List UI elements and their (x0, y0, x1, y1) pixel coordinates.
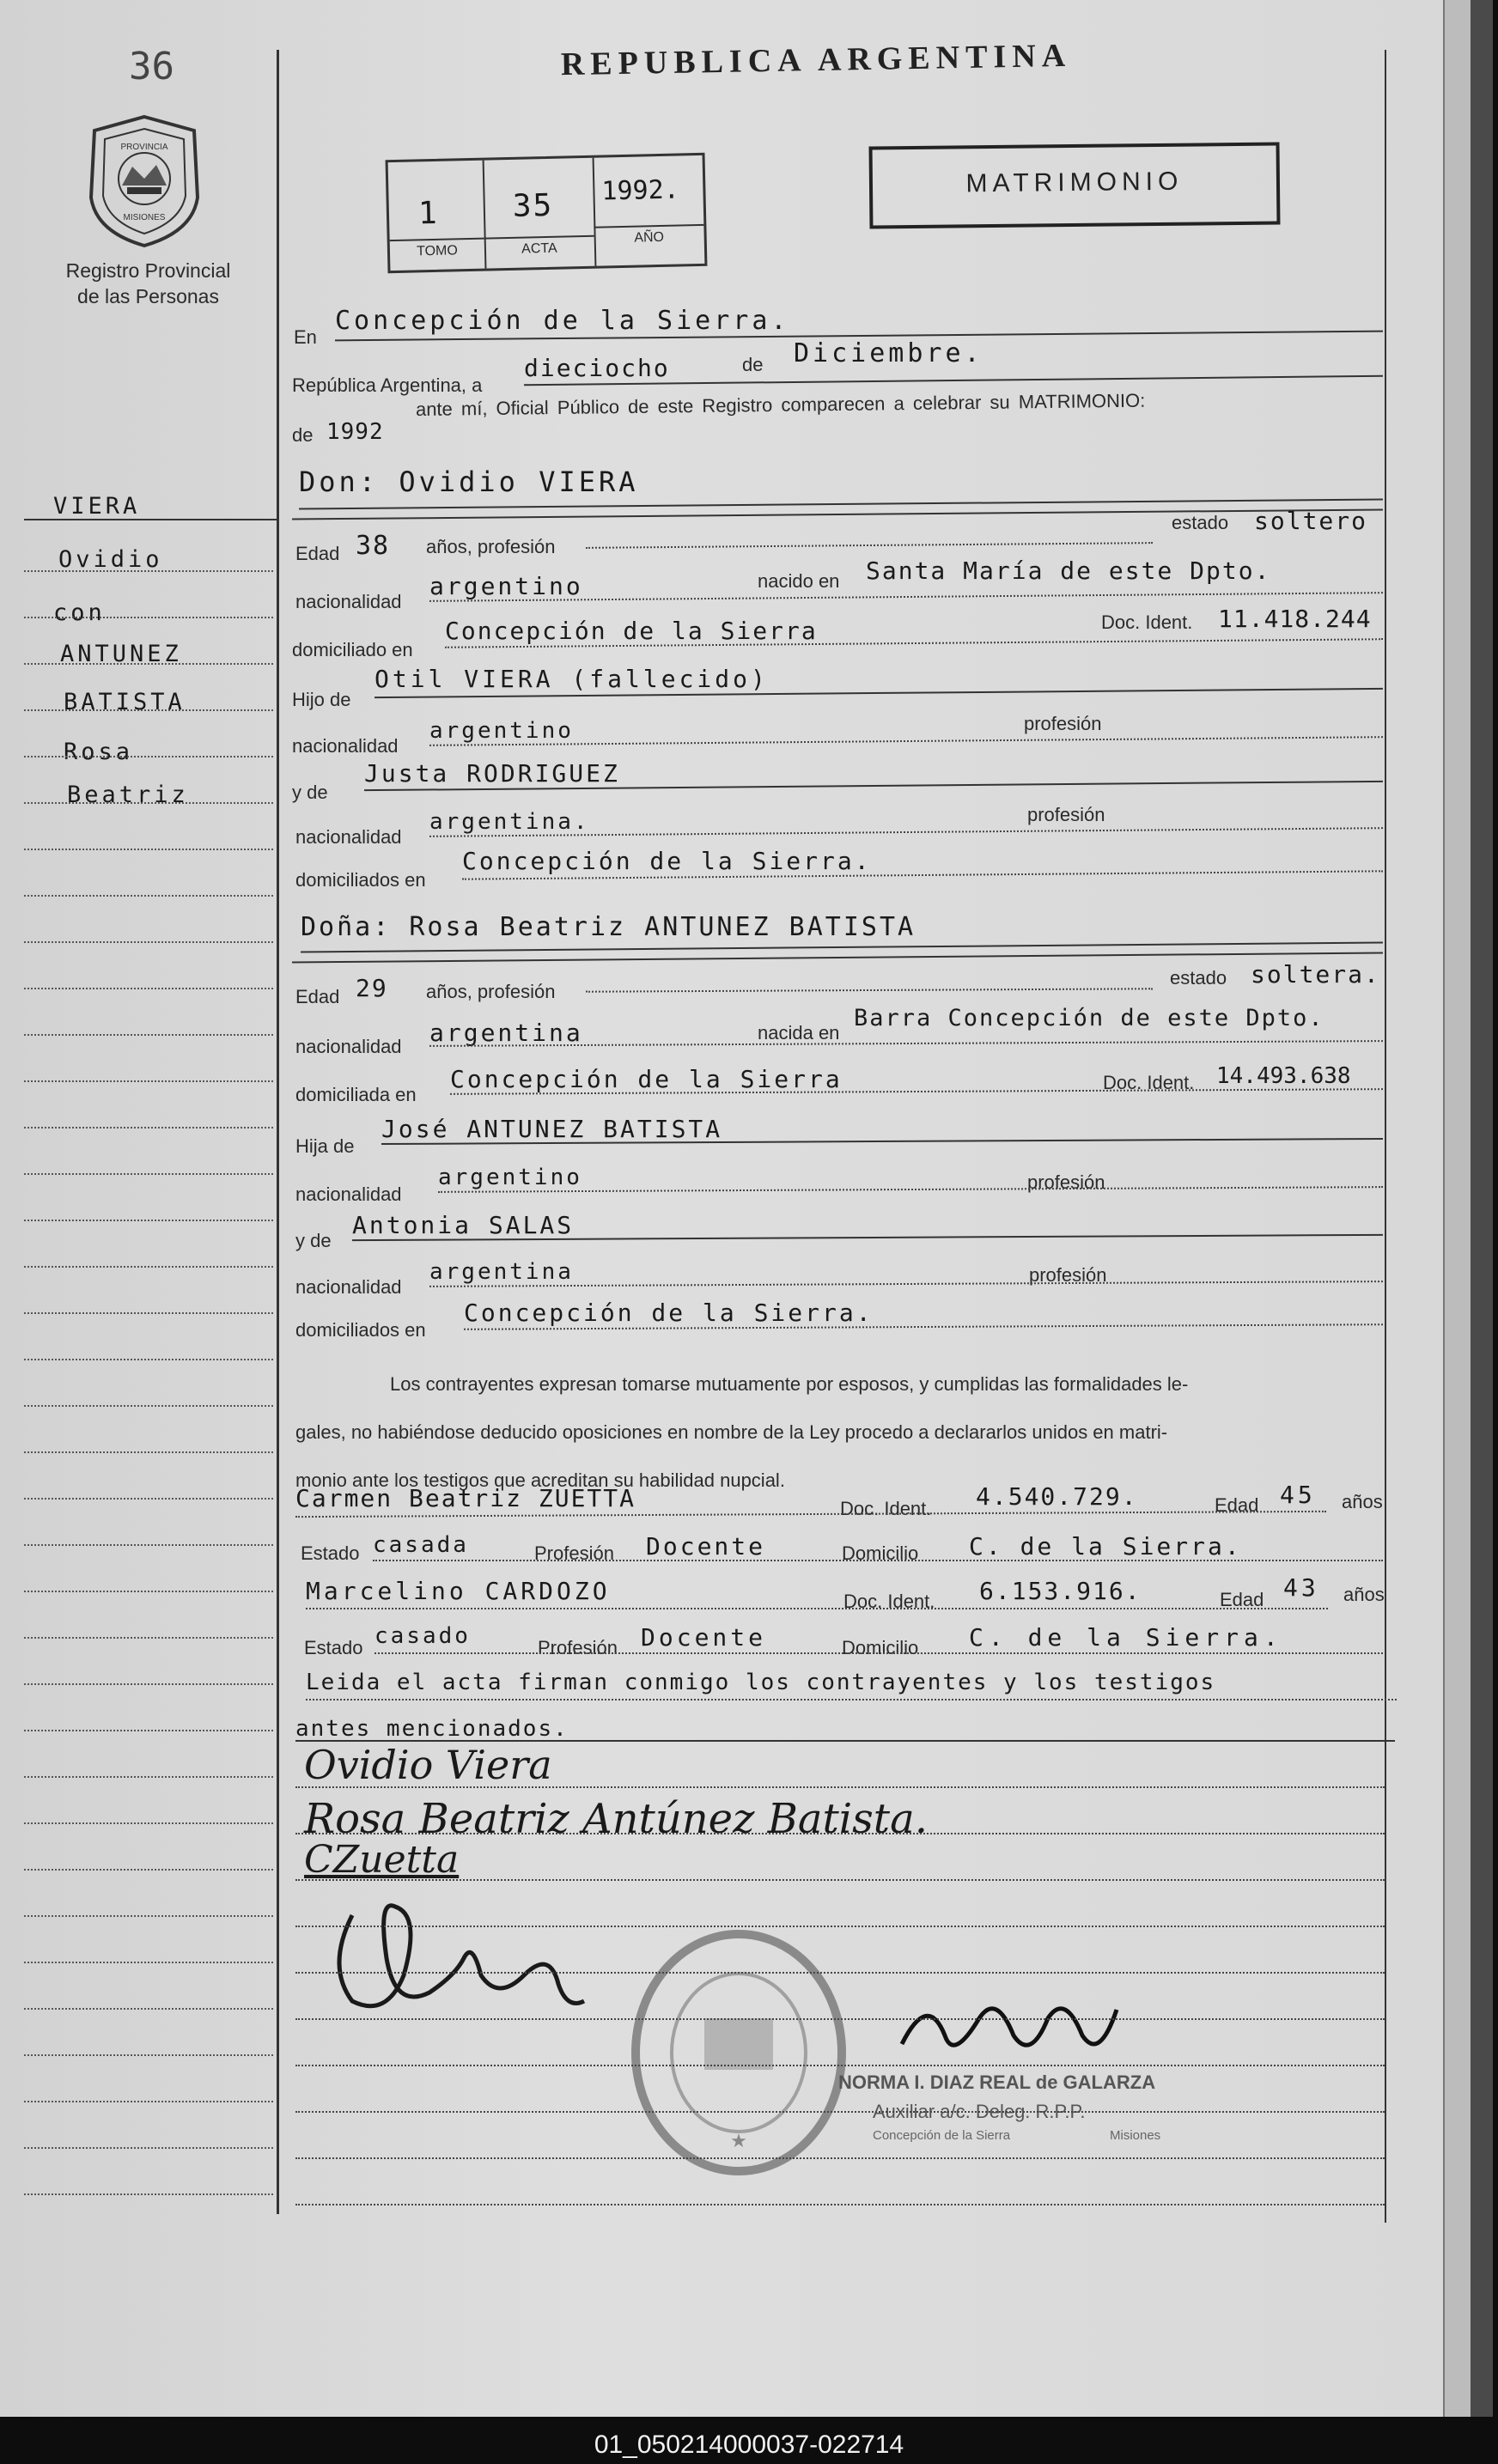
left-margin-divider (277, 50, 279, 2214)
registry-line-2: de las Personas (77, 285, 219, 307)
groom-mother-prof-label: profesión (1027, 804, 1105, 825)
bride-estado-label: estado (1170, 967, 1227, 989)
sidebar-ruled-line (24, 1173, 273, 1175)
bride-domiciliada-label: domiciliada en (295, 1084, 417, 1105)
witness-1-line-2 (373, 1560, 1383, 1561)
groom-father-prof-label: profesión (1024, 713, 1102, 734)
sidebar-ruled-line (24, 1405, 273, 1407)
stamp-official-province: Misiones (1110, 2128, 1161, 2143)
bride-domicilio: Concepción de la Sierra (450, 1065, 843, 1093)
bride-name: Doña: Rosa Beatriz ANTUNEZ BATISTA (301, 912, 916, 942)
sidebar-ruled-line (24, 988, 273, 989)
groom-nacionalidad-label: nacionalidad (295, 591, 402, 612)
closing-line-1: Leida el acta firman conmigo los contrayentes y los testigos (306, 1670, 1216, 1695)
body-ruled-line (295, 2157, 1385, 2159)
book-spine-shadow (1471, 0, 1493, 2417)
sidebar-ruled-line (24, 1220, 273, 1221)
acta-cell (483, 158, 597, 269)
groom-nacionalidad: argentino (429, 572, 583, 600)
witness-1-profesion: Docente (646, 1532, 766, 1561)
sidebar-ruled-line (24, 1080, 273, 1082)
groom-domiciliado-label: domiciliado en (292, 639, 413, 660)
sidebar-ruled-line (24, 2147, 273, 2149)
sidebar-ruled-line (24, 570, 273, 572)
registry-label (43, 258, 253, 309)
body-ruled-line (295, 1786, 1385, 1788)
sidebar-name-ovidio: Ovidio (58, 546, 163, 573)
bride-nacionalidad: argentina (429, 1019, 583, 1047)
page-number: 36 (129, 45, 174, 88)
sidebar-ruled-line (24, 1498, 273, 1500)
registry-line-1: Registro Provincial (65, 259, 231, 282)
bride-age: 29 (356, 974, 388, 1002)
groom-doc: 11.418.244 (1218, 605, 1372, 633)
place-value: Concepción de la Sierra. (335, 306, 790, 336)
sidebar-ruled-line (24, 1962, 273, 1963)
bride-anos-profesion-label: años, profesión (426, 981, 556, 1002)
witness-2-doc-label: Doc. Ident. (843, 1591, 935, 1612)
sidebar-ruled-line (24, 1730, 273, 1731)
tomo-value: 1 (417, 195, 438, 232)
witness-1-domicilio-label: Domicilio (842, 1542, 919, 1564)
groom-father: Otil VIERA (fallecido) (374, 665, 769, 693)
groom-mother-nac-label: nacionalidad (295, 826, 402, 848)
sidebar-name-viera: VIERA (53, 493, 141, 520)
declaration-line-1: Los contrayentes expresan tomarse mutuamente por esposos, y cumplidas las formalidades le- (390, 1373, 1189, 1395)
sidebar-ruled-line (24, 1034, 273, 1036)
signature-groom: Ovidio Viera (304, 1742, 552, 1788)
witness-1-doc: 4.540.729. (976, 1482, 1138, 1511)
groom-yde-label: y de (292, 782, 328, 803)
groom-name: Don: Ovidio VIERA (299, 465, 639, 498)
signature-bride: Rosa Beatriz Antúnez Batista. (304, 1795, 928, 1843)
sidebar-ruled-line (24, 1544, 273, 1546)
sidebar-name-rosa: Rosa (64, 739, 134, 765)
sidebar-ruled-line (24, 849, 273, 850)
groom-hijo-label: Hijo de (292, 689, 351, 710)
witness-1-age: 45 (1280, 1481, 1316, 1509)
sidebar-ruled-line (24, 1359, 273, 1360)
signature-witness-2-scribble (326, 1881, 618, 2027)
witness-2-profesion: Docente (641, 1623, 767, 1652)
sidebar-ruled-line (24, 663, 273, 665)
sidebar-ruled-line (24, 895, 273, 897)
sidebar-name-batista: BATISTA (64, 689, 186, 715)
body-ruled-line (295, 1926, 1385, 1927)
tomo-label: TOMO (390, 238, 485, 260)
groom-anos-profesion-label: años, profesión (426, 536, 556, 557)
bride-doc: 14.493.638 (1216, 1063, 1351, 1089)
en-label: En (294, 326, 317, 348)
witness-2-estado-label: Estado (304, 1637, 363, 1658)
bride-estado: soltera. (1251, 960, 1380, 989)
bride-parents-dom: Concepción de la Sierra. (464, 1299, 874, 1327)
witness-1-domicilio: C. de la Sierra. (969, 1532, 1242, 1561)
sidebar-ruled-line (24, 1127, 273, 1129)
witness-1-name: Carmen Beatriz ZUETTA (295, 1484, 636, 1512)
provincial-seal-icon (84, 112, 204, 249)
declaration-paragraph (295, 1360, 1386, 1505)
bride-mother: Antonia SALAS (352, 1211, 575, 1239)
bride-birthplace: Barra Concepción de este Dpto. (854, 1005, 1324, 1031)
witness-1-doc-label: Doc. Ident. (840, 1498, 932, 1519)
bride-parents-dom-label: domiciliados en (295, 1319, 426, 1341)
ano-label: AÑO (594, 224, 704, 247)
sidebar-name-con: con (53, 599, 106, 626)
body-ruled-line (295, 1972, 1385, 1974)
signature-witness: CZuetta (304, 1838, 460, 1882)
groom-nacido-label: nacido en (758, 570, 840, 592)
declaration-line-2: gales, no habiéndose deducido oposiciones en nombre de la Ley procedo a declararlos unidos en matri- (295, 1421, 1168, 1443)
act-type-label: MATRIMONIO (965, 167, 1184, 198)
page-binding-edge (1443, 0, 1472, 2417)
sidebar-name-beatriz: Beatriz (67, 782, 189, 808)
declaration-line-3: monio ante los testigos que acreditan su habilidad nupcial. (295, 1469, 785, 1491)
bride-edad-label: Edad (295, 986, 340, 1007)
bride-mother-nac: argentina (429, 1259, 574, 1285)
de2-label: de (292, 424, 314, 446)
sidebar-ruled-line (24, 1822, 273, 1824)
sidebar-ruled-line (24, 1451, 273, 1453)
groom-father-nac: argentino (429, 718, 574, 744)
right-margin-line (1385, 50, 1386, 2223)
sidebar-ruled-line (24, 1776, 273, 1778)
groom-birthplace: Santa María de este Dpto. (866, 557, 1271, 585)
country-heading: REPUBLICA ARGENTINA (560, 37, 1072, 83)
stamp-official-place: Concepción de la Sierra (873, 2128, 1011, 2143)
month-value: Diciembre. (794, 338, 983, 368)
republica-label: República Argentina, a (292, 374, 483, 396)
bride-hija-label: Hija de (295, 1135, 355, 1157)
witness-2-line (306, 1608, 1328, 1609)
closing-underline-1 (306, 1699, 1397, 1700)
body-ruled-line (295, 1833, 1385, 1834)
body-ruled-line (295, 2111, 1385, 2113)
sidebar-ruled-line (24, 802, 273, 804)
groom-domicilio: Concepción de la Sierra (445, 617, 818, 645)
groom-estado: soltero (1254, 507, 1368, 535)
witness-1-profesion-label: Profesión (534, 1542, 614, 1564)
witness-1-estado: casada (373, 1532, 469, 1558)
sidebar-ruled-line (24, 1869, 273, 1871)
body-ruled-line (295, 2018, 1385, 2020)
closing-line-2: antes mencionados. (295, 1716, 569, 1742)
stamp-official-name: NORMA I. DIAZ REAL de GALARZA (838, 2072, 1156, 2093)
ano-cell (593, 155, 705, 266)
sidebar-ruled-line (24, 941, 273, 943)
groom-father-nac-label: nacionalidad (292, 735, 399, 757)
acta-value: 35 (512, 187, 554, 224)
signature-official (893, 1984, 1134, 2070)
sidebar-ruled-line (24, 2193, 273, 2195)
witness-2-anos-label: años (1343, 1584, 1385, 1605)
sidebar-ruled-line (24, 1591, 273, 1592)
seal-top-text: PROVINCIA (120, 143, 168, 152)
groom-parents-dom-label: domiciliados en (295, 869, 426, 891)
intro-sentence: ante mí, Oficial Público de este Registro comparecen a celebrar su MATRIMONIO: (415, 389, 1146, 420)
witness-2-name: Marcelino CARDOZO (306, 1577, 611, 1605)
bride-father-nac: argentino (438, 1165, 582, 1190)
de-label: de (742, 354, 764, 375)
groom-estado-label: estado (1172, 512, 1229, 533)
witness-2-line-2 (374, 1652, 1383, 1654)
svg-text:★: ★ (730, 2131, 747, 2152)
groom-doc-label: Doc. Ident. (1101, 611, 1193, 633)
witness-2-domicilio: C. de la Sierra. (969, 1623, 1283, 1652)
sidebar-ruled-line (24, 2054, 273, 2056)
registry-number-box (386, 153, 708, 273)
bride-father-prof-label: profesión (1027, 1171, 1105, 1193)
bride-mother-prof-label: profesión (1029, 1264, 1107, 1286)
witness-2-doc: 6.153.916. (979, 1577, 1142, 1605)
witness-2-estado: casado (374, 1623, 471, 1649)
sidebar-ruled-line (24, 1266, 273, 1268)
body-ruled-line (295, 2065, 1385, 2066)
groom-mother-nac: argentina. (429, 809, 590, 835)
witness-2-profesion-label: Profesión (538, 1637, 618, 1658)
groom-edad-label: Edad (295, 543, 340, 564)
bride-nacionalidad-label: nacionalidad (295, 1036, 402, 1057)
witness-1-anos-label: años (1342, 1491, 1383, 1512)
seal-bottom-text: MISIONES (123, 213, 166, 222)
witness-1-edad-label: Edad (1215, 1494, 1259, 1516)
stamp-official-role: Auxiliar a/c. Deleg. R.P.P. (873, 2101, 1086, 2122)
body-ruled-line (295, 2204, 1385, 2205)
sidebar-ruled-line (24, 709, 273, 711)
acta-label: ACTA (484, 235, 595, 259)
sidebar-underline (24, 519, 277, 520)
official-round-stamp-icon (627, 1924, 850, 2181)
day-value: dieciocho (524, 354, 670, 382)
body-ruled-line (295, 1879, 1385, 1881)
sidebar-ruled-line (24, 2101, 273, 2102)
witness-2-domicilio-label: Domicilio (842, 1637, 919, 1658)
sidebar-ruled-line (24, 756, 273, 757)
sidebar-ruled-line (24, 1637, 273, 1639)
bride-doc-label: Doc. Ident. (1103, 1072, 1195, 1093)
sidebar-name-antunez: ANTUNEZ (60, 641, 182, 667)
bride-nacida-label: nacida en (758, 1022, 840, 1043)
groom-mother: Justa RODRIGUEZ (364, 759, 620, 788)
sidebar-ruled-line (24, 2008, 273, 2010)
groom-parents-dom: Concepción de la Sierra. (462, 847, 872, 875)
year-value: 1992 (326, 419, 384, 445)
witness-2-edad-label: Edad (1220, 1589, 1264, 1610)
sidebar-ruled-line (24, 1312, 273, 1314)
bride-father-nac-label: nacionalidad (295, 1183, 402, 1205)
bride-father: José ANTUNEZ BATISTA (381, 1115, 723, 1143)
act-type-box (869, 142, 1281, 228)
sidebar-ruled-line (24, 617, 273, 618)
witness-2-age: 43 (1283, 1573, 1319, 1602)
sidebar-ruled-line (24, 1915, 273, 1917)
sidebar-ruled-line (24, 1683, 273, 1685)
groom-age: 38 (356, 531, 391, 561)
bride-yde-label: y de (295, 1230, 332, 1251)
bride-mother-nac-label: nacionalidad (295, 1276, 402, 1298)
tomo-cell (388, 161, 487, 271)
witness-1-estado-label: Estado (301, 1542, 360, 1564)
scan-filename-label: 01_050214000037-022714 (594, 2431, 904, 2459)
ano-value: 1992. (601, 174, 680, 207)
